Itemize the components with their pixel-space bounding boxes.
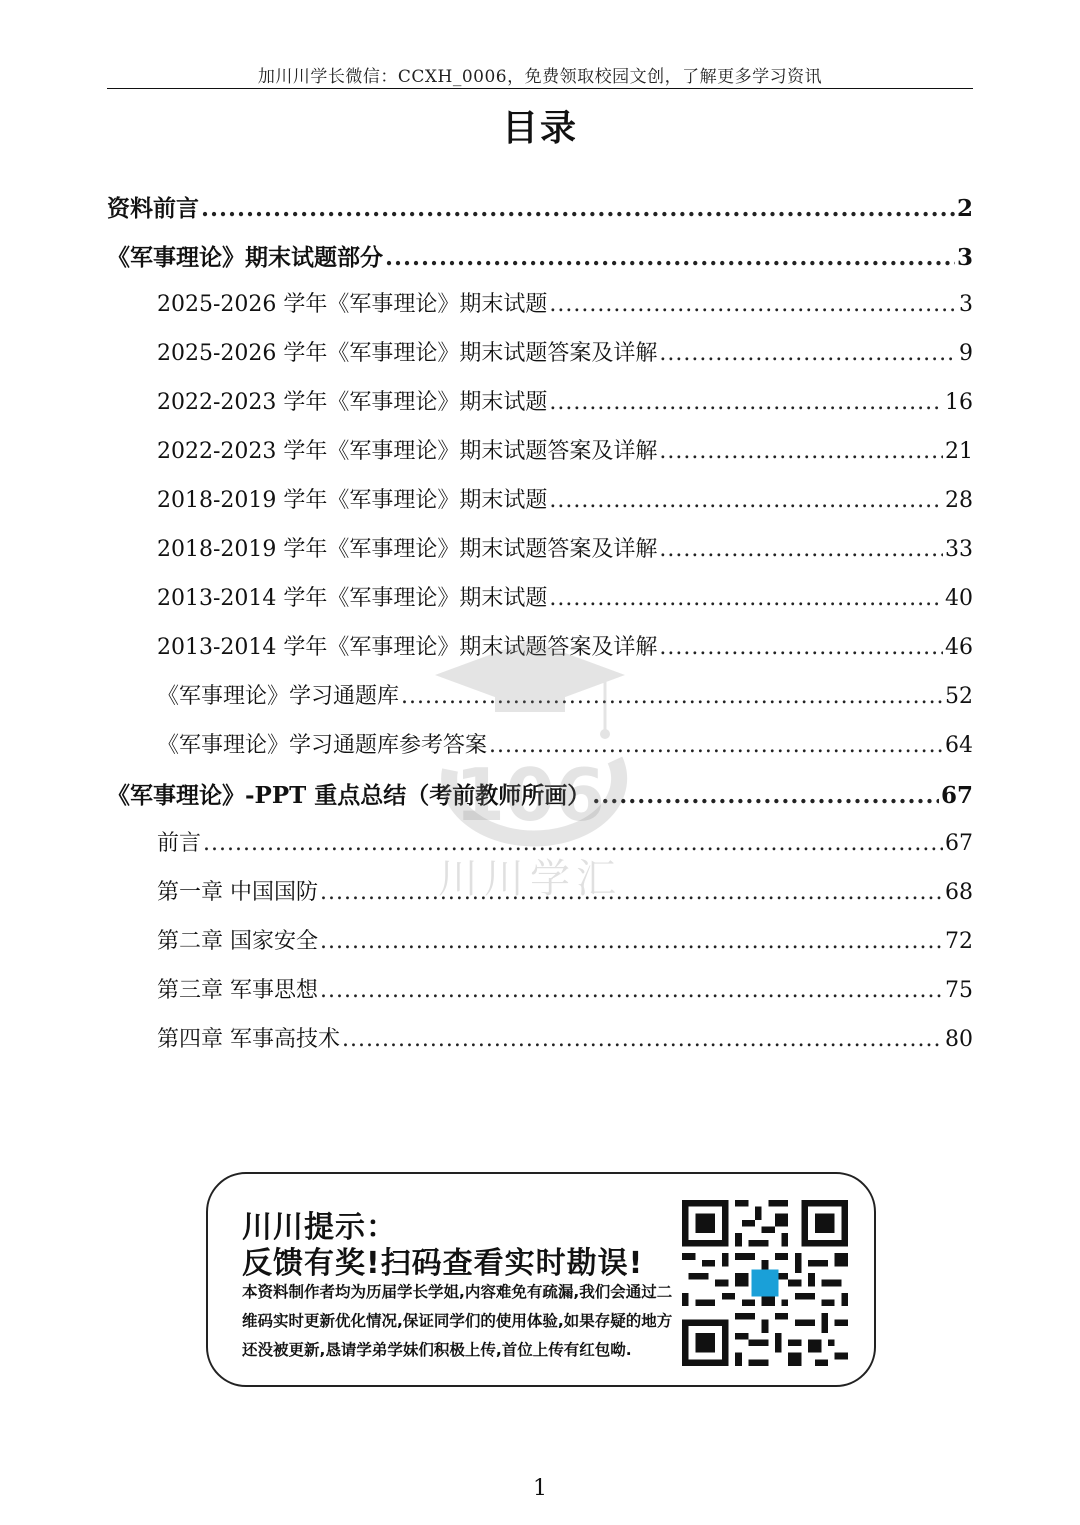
- toc-leader-dots: [201, 195, 955, 222]
- notice-heading: 川川提示：: [242, 1210, 397, 1245]
- toc-leader-dots: [203, 831, 943, 856]
- toc-entry-label: 2018-2019 学年《军事理论》期末试题: [157, 488, 548, 513]
- toc-leader-dots: [342, 1027, 943, 1052]
- toc-entry-label: 2018-2019 学年《军事理论》期末试题答案及详解: [157, 537, 658, 562]
- toc-entry-page: 72: [945, 929, 973, 954]
- toc-leader-dots: [592, 782, 939, 809]
- toc-leader-dots: [659, 439, 943, 464]
- toc-leader-dots: [549, 292, 957, 317]
- toc-leader-dots: [320, 978, 943, 1003]
- toc-entry-label: 前言: [157, 831, 202, 856]
- watermark-text: 川川学汇: [438, 856, 622, 900]
- toc-entry-page: 67: [945, 831, 973, 856]
- toc-entry-label: 2022-2023 学年《军事理论》期末试题: [157, 390, 548, 415]
- toc-entry-label: 2013-2014 学年《军事理论》期末试题答案及详解: [157, 635, 658, 660]
- toc-entry[interactable]: [157, 924, 973, 958]
- toc-entry-page: 67: [940, 782, 973, 809]
- toc-leader-dots: [549, 586, 943, 611]
- toc-entry[interactable]: [107, 190, 973, 224]
- toc-entry-label: 2013-2014 学年《军事理论》期末试题: [157, 586, 548, 611]
- toc-entry-page: 33: [945, 537, 973, 562]
- toc-leader-dots: [659, 635, 943, 660]
- toc-entry[interactable]: [157, 973, 973, 1007]
- toc-entry-label: 资料前言: [107, 195, 199, 222]
- toc-entry[interactable]: [157, 679, 973, 713]
- toc-entry[interactable]: [157, 532, 973, 566]
- toc-entry[interactable]: [157, 581, 973, 615]
- toc-entry-label: 第四章 军事高技术: [157, 1027, 340, 1052]
- toc-entry[interactable]: [107, 777, 973, 811]
- header-rule: [107, 88, 973, 89]
- toc-leader-dots: [320, 880, 943, 905]
- toc-entry[interactable]: [107, 239, 973, 273]
- toc-entry-label: 《军事理论》-PPT 重点总结（考前教师所画）: [107, 782, 591, 809]
- toc-entry-label: 第三章 军事思想: [157, 978, 318, 1003]
- qr-center-logo: [752, 1270, 779, 1297]
- toc-entry-label: 2025-2026 学年《军事理论》期末试题答案及详解: [157, 341, 658, 366]
- toc-entry-page: 75: [945, 978, 973, 1003]
- toc-entry-page: 64: [945, 733, 973, 758]
- toc-entry-page: 3: [959, 292, 973, 317]
- toc-entry-page: 21: [945, 439, 973, 464]
- toc-entry-page: 28: [945, 488, 973, 513]
- toc-entry[interactable]: [157, 483, 973, 517]
- toc-leader-dots: [385, 244, 955, 271]
- watermark-logo-text: 106: [454, 753, 606, 837]
- notice-body: 本资料制作者均为历届学长学姐,内容难免有疏漏,我们会通过二维码实时更新优化情况,保证同学们的使用体验,如果存疑的地方还没被更新,恳请学弟学妹们积极上传,首位上传有红包呦.: [242, 1283, 673, 1359]
- toc-entry-page: 3: [956, 244, 973, 271]
- toc-leader-dots: [549, 488, 943, 513]
- toc-entry-label: 2022-2023 学年《军事理论》期末试题答案及详解: [157, 439, 658, 464]
- toc-leader-dots: [320, 929, 943, 954]
- toc-entry-label: 第二章 国家安全: [157, 929, 318, 954]
- toc-entry-page: 80: [945, 1027, 973, 1052]
- toc-entry-page: 46: [945, 635, 973, 660]
- toc-entry[interactable]: [157, 826, 973, 860]
- page-header: 加川川学长微信：CCXH_0006，免费领取校园文创，了解更多学习资讯: [257, 67, 823, 87]
- toc-entry[interactable]: [157, 728, 973, 762]
- page-number: 1: [533, 1476, 547, 1501]
- toc-entry-page: 2: [956, 195, 973, 222]
- toc-entry[interactable]: [157, 287, 973, 321]
- toc-entry-label: 第一章 中国国防: [157, 880, 318, 905]
- toc-entry-page: 40: [945, 586, 973, 611]
- toc-entry-label: 《军事理论》学习通题库: [157, 684, 400, 709]
- toc-entry-label: 《军事理论》学习通题库参考答案: [157, 733, 488, 758]
- toc-entry-label: 2025-2026 学年《军事理论》期末试题: [157, 292, 548, 317]
- toc-entry[interactable]: [157, 1022, 973, 1056]
- notice-subheading: 反馈有奖!扫码查看实时勘误!: [242, 1246, 644, 1281]
- qr-code-image[interactable]: [682, 1200, 848, 1366]
- toc-leader-dots: [549, 390, 943, 415]
- toc-title: 目录: [501, 108, 578, 149]
- toc-entry[interactable]: [157, 434, 973, 468]
- toc-entry[interactable]: [157, 336, 973, 370]
- notice-box: [206, 1172, 876, 1387]
- toc-entry-page: 16: [945, 390, 973, 415]
- toc-entry-page: 68: [945, 880, 973, 905]
- toc-leader-dots: [659, 537, 943, 562]
- toc-leader-dots: [659, 341, 957, 366]
- toc-leader-dots: [489, 733, 943, 758]
- toc-leader-dots: [401, 684, 943, 709]
- toc-entry-label: 《军事理论》期末试题部分: [107, 244, 383, 271]
- toc-entry[interactable]: [157, 630, 973, 664]
- toc-entry-page: 9: [959, 341, 973, 366]
- toc-entry-page: 52: [945, 684, 973, 709]
- toc-entry[interactable]: [157, 875, 973, 909]
- toc-entry[interactable]: [157, 385, 973, 419]
